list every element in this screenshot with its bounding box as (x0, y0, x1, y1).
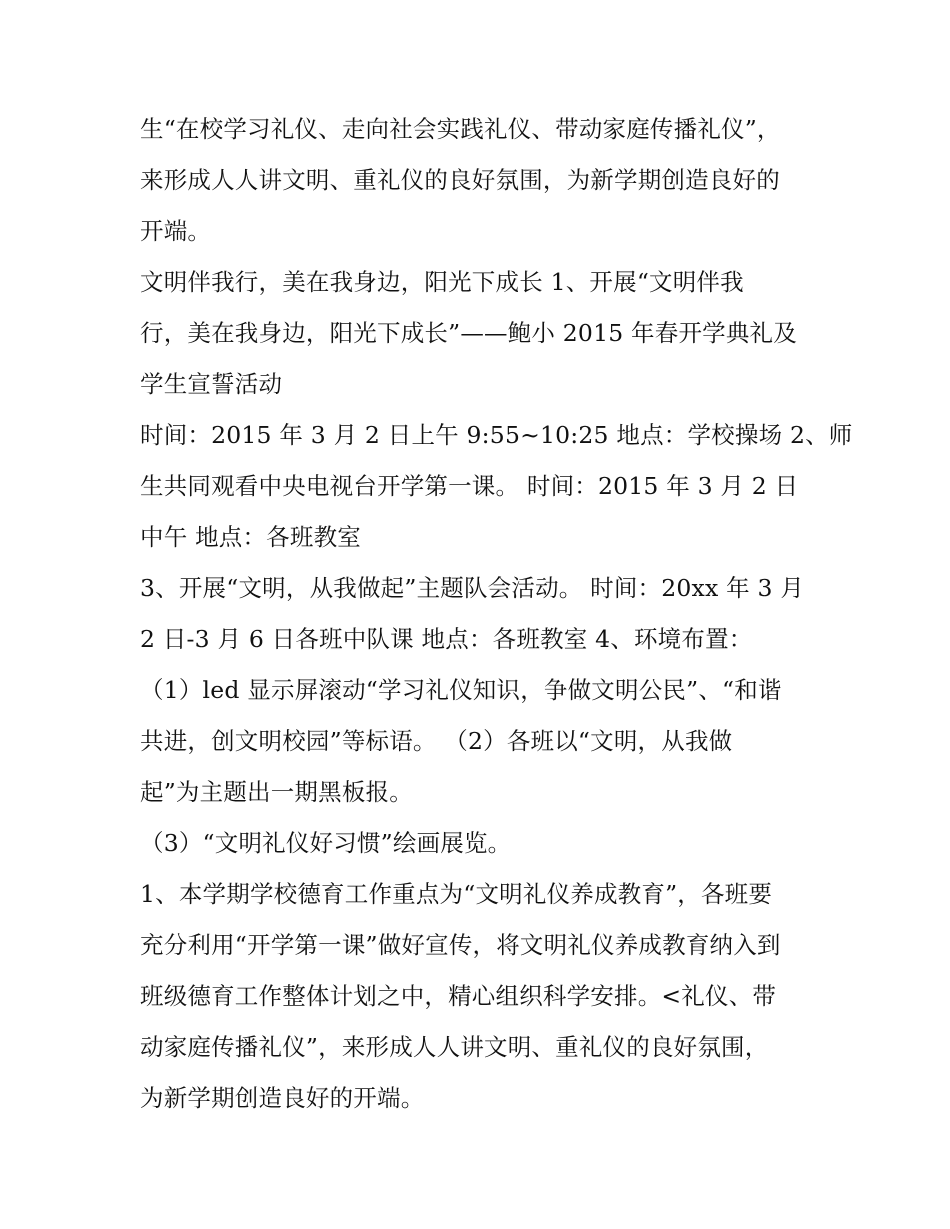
text-line: （1）led 显示屏滚动“学习礼仪知识，争做文明公民”、“和谐 (140, 676, 782, 704)
text-line: 行，美在我身边，阳光下成长”——鲍小 2015 年春开学典礼及 (140, 319, 797, 347)
text-line: 为新学期创造良好的开端。 (140, 1084, 425, 1112)
body-text (140, 104, 853, 1124)
text-line: 起”为主题出一期黑板报。 (140, 778, 413, 806)
text-line: 时间：2015 年 3 月 2 日上午 9:55~10:25 地点：学校操场 2、师 (140, 421, 853, 449)
text-line: （3）“文明礼仪好习惯”绘画展览。 (140, 829, 512, 857)
text-line: 中午 地点：各班教室 (140, 523, 361, 551)
text-line: 文明伴我行，美在我身边，阳光下成长 1、开展“文明伴我 (140, 268, 744, 296)
text-line: 学生宣誓活动 (140, 370, 283, 398)
text-line: 共进，创文明校园”等标语。 （2）各班以“文明，从我做 (140, 727, 733, 755)
text-line: 班级德育工作整体计划之中，精心组织科学安排。<礼仪、带 (140, 982, 777, 1010)
text-line: 来形成人人讲文明、重礼仪的良好氛围，为新学期创造良好的 (140, 166, 780, 194)
text-line: 1、本学期学校德育工作重点为“文明礼仪养成教育”，各班要 (140, 880, 773, 908)
text-line: 生共同观看中央电视台开学第一课。 时间：2015 年 3 月 2 日 (140, 472, 799, 500)
text-line: 2 日-3 月 6 日各班中队课 地点：各班教室 4、环境布置： (140, 625, 753, 653)
text-line: 充分利用“开学第一课”做好宣传，将文明礼仪养成教育纳入到 (140, 931, 781, 959)
text-line: 生“在校学习礼仪、走向社会实践礼仪、带动家庭传播礼仪”， (140, 115, 781, 143)
text-line: 开端。 (140, 217, 212, 245)
text-line: 动家庭传播礼仪”，来形成人人讲文明、重礼仪的良好氛围， (140, 1033, 769, 1061)
text-line: 3、开展“文明，从我做起”主题队会活动。 时间：20xx 年 3 月 (140, 574, 805, 602)
